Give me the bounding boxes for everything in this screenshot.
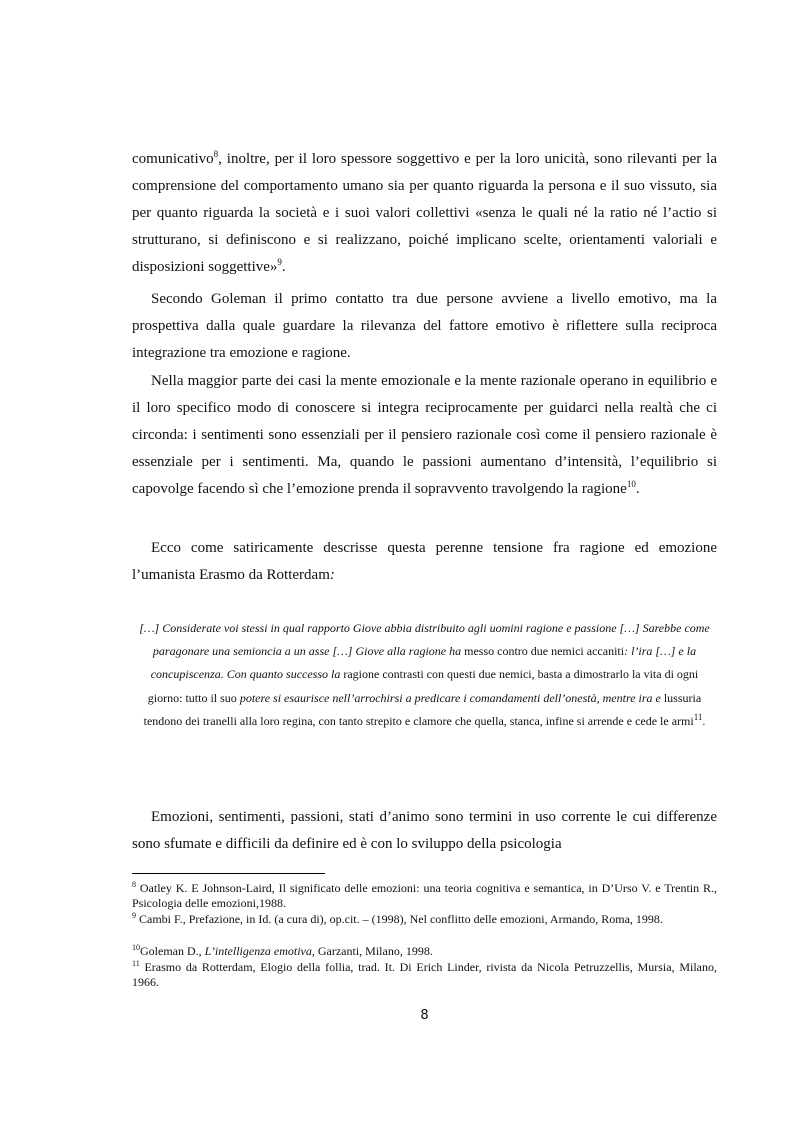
quote-roman-2: ragione contrasti con questi due nemici, basta a dimostrarlo la vita di ogni giorno: tutto il suo [147, 667, 699, 705]
footnote-separator [132, 873, 325, 874]
footnote-ref-9: 9 [277, 257, 282, 267]
quote-roman-3: lussuria tendono dei tranelli alla loro regina, con tanto strepito e clamore che quella, stanca, infine si arrende e cede le armi [143, 690, 702, 728]
quote-end: . [702, 713, 706, 728]
paragraph-1 [132, 146, 717, 281]
footnote-11 [132, 960, 717, 990]
page-number: 8 [420, 1008, 429, 1023]
footnote-text: Cambi F., Prefazione, in Id. (a cura di), op.cit. – (1998), Nel conflitto delle emozioni, Armando, Roma, 1998. [139, 912, 663, 926]
paragraph-3-text: Nella maggior parte dei casi la mente emozionale e la mente razionale operano in equilibrio e il loro specifico modo di conoscere si integra reciprocamente per guidarci nella realtà che ci circonda: i sentimenti sono essenziali per il pensiero razionale così come il pensiero razionale è essenziale per i sentimenti. Ma, quando le passioni aumentano d’intensità, l’equilibrio si capovolge facendo sì che l’emozione prenda il sopravvento travolgendo la ragione [132, 373, 717, 497]
quote-italic-2: : l’ira […] e la concupiscenza. Con quanto successo la [150, 644, 697, 682]
paragraph-3 [132, 368, 717, 503]
paragraph-1-text: comunicativo [132, 151, 214, 167]
quote-italic-1: […] Considerate voi stessi in qual rapporto Giove abbia distribuito agli uomini ragione e passione […] Sarebbe come paragonare una semioncia a un asse […] Giove alla ragione ha [139, 621, 710, 659]
footnote-9 [132, 912, 717, 927]
paragraph-1-end: . [281, 259, 286, 275]
paragraph-3-end: . [635, 481, 640, 497]
block-quote [132, 617, 717, 733]
quote-roman-1: messo contro due nemici accaniti [464, 644, 625, 659]
footnote-text: Oatley K. E Johnson-Laird, Il significato delle emozioni: una teoria cognitiva e semantica, in D’Urso V. e Trentin R., Psicologia delle emozioni,1988. [132, 881, 717, 910]
paragraph-4 [132, 535, 717, 589]
footnote-text: Goleman D., [140, 944, 205, 958]
paragraph-2: Secondo Goleman il primo contatto tra due persone avviene a livello emotivo, ma la prospettiva dalla quale guardare la rilevanza del fattore emotivo è riflettere sulla reciproca integrazione tra emozione e ragione. [132, 291, 717, 361]
footnote-number: 8 [132, 880, 136, 889]
footnote-text: Erasmo da Rotterdam, Elogio della follia, trad. It. Di Erich Linder, rivista da Nicola Petruzzellis, Mursia, Milano, 1966. [132, 960, 717, 989]
footnote-ref-11: 11 [693, 711, 703, 722]
footnote-8 [132, 881, 717, 911]
paragraph-4-colon: : [329, 567, 335, 583]
footnote-ref-10: 10 [626, 479, 636, 489]
quote-italic-3: potere si esaurisce nell’arrochirsi a predicare i comandamenti dell’onestà, mentre ira e [239, 690, 661, 705]
footnote-title: L’intelligenza emotiva [204, 944, 312, 958]
paragraph-4-text: Ecco come satiricamente descrisse questa perenne tensione fra ragione ed emozione l’umanista Erasmo da Rotterdam [132, 540, 717, 583]
footnote-text-end: , Garzanti, Milano, 1998. [311, 944, 433, 958]
footnote-number: 10 [132, 943, 140, 952]
footnote-number: 11 [132, 959, 140, 968]
paragraph-5: Emozioni, sentimenti, passioni, stati d’animo sono termini in uso corrente le cui differenze sono sfumate e difficili da definire ed è con lo sviluppo della psicologia [132, 809, 717, 852]
footnote-ref-8: 8 [213, 149, 219, 159]
footnote-number: 9 [132, 911, 136, 920]
paragraph-1-text-cont: , inoltre, per il loro spessore soggettivo e per la loro unicità, sono rilevanti per la comprensione del comportamento umano sia per quanto riguarda la persona e il suo vissuto, sia per quanto riguarda la società e i suoi valori collettivi «senza le quali né la ratio né l’actio si strutturano, si definiscono e si realizzano, poiché implicano scelte, orientamenti valoriali e disposizioni soggettive» [132, 151, 717, 275]
footnote-10 [132, 944, 717, 959]
